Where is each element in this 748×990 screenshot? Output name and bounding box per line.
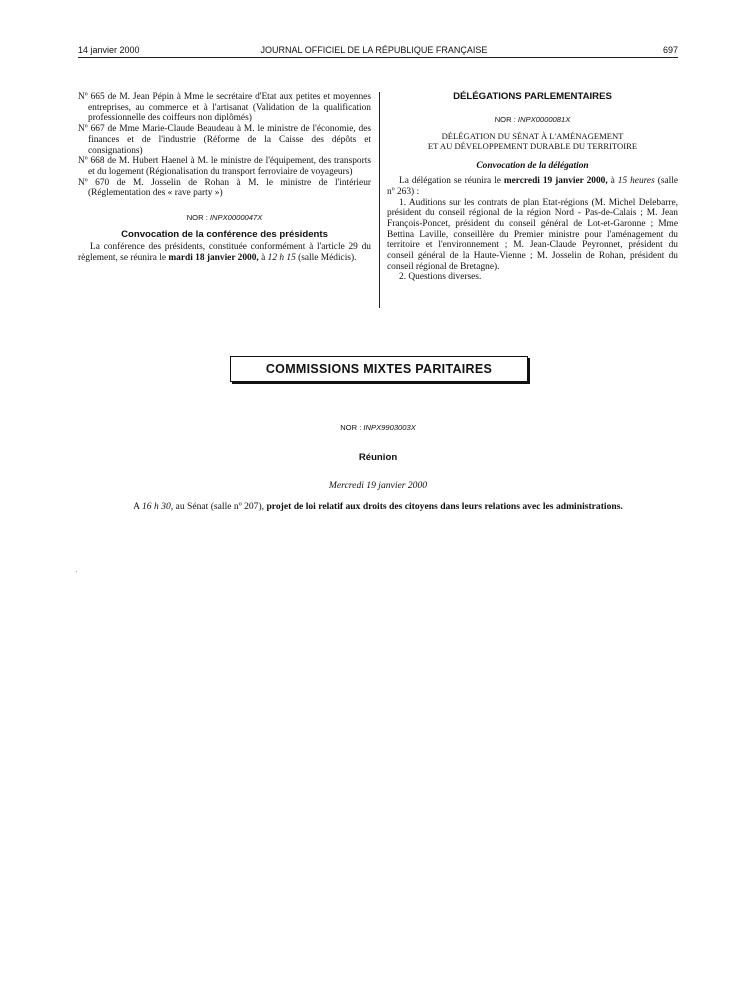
nor-code: INPX9903003X	[363, 423, 416, 432]
journal-title: JOURNAL OFFICIEL DE LA RÉPUBLIQUE FRANÇAISE	[260, 45, 488, 55]
meeting-date: Mercredi 19 janvier 2000	[328, 480, 428, 491]
nor-prefix: NOR :	[494, 114, 518, 124]
convocation-title: Convocation de la délégation	[476, 161, 589, 172]
page-number: 697	[662, 45, 678, 55]
meeting-description	[78, 501, 678, 512]
meeting-date: mercredi 19 janvier 2000,	[503, 176, 608, 187]
right-column	[387, 92, 678, 283]
conference-title: Convocation de la conférence des présidents	[121, 228, 328, 240]
question-item: Nº 670 de M. Josselin de Rohan à M. le ministre de l'intérieur (Réglementation des « rave party »)	[78, 177, 371, 199]
delegation-line: ET AU DÉVELOPPEMENT DURABLE DU TERRITOIRE	[427, 141, 638, 152]
nor-code: INPX0000081X	[517, 114, 571, 124]
meeting-text: (salle nº 263) :	[387, 176, 679, 197]
nor-prefix: NOR :	[340, 423, 364, 432]
conference-text: (salle Médicis).	[295, 253, 357, 264]
conference-text: à	[258, 253, 268, 264]
commissions-box-title: COMMISSIONS MIXTES PARITAIRES	[230, 356, 528, 382]
nor-reference	[387, 115, 678, 126]
delegations-title: DÉLÉGATIONS PARLEMENTAIRES	[453, 91, 612, 102]
nor-code: INPX0000047X	[209, 213, 263, 223]
delegation-line: DÉLÉGATION DU SÉNAT À L'AMÉNAGEMENT	[441, 131, 624, 142]
column-divider	[379, 92, 380, 308]
main-nor-reference	[78, 423, 678, 432]
conference-paragraph	[78, 242, 371, 263]
delegation-name	[387, 131, 678, 151]
meeting-time: 15 heures	[617, 176, 655, 187]
conference-time: 12 h 15	[267, 253, 296, 264]
agenda-item: 1. Auditions sur les contrats de plan Etat-régions (M. Michel Delebarre, président du conseil régional de la région Nord - Pas-de-Calais ; M. Jean François-Poncet, président du conseil général de Lot-et-Garonne ; Mme Bettina Laville, conseillère du Premier ministre pour l'aménagement du territoire et l'environnement ; M. Jean-Claude Peyronnet, président du conseil général de la Haute-Vienne ; M. Josselin de Rohan, président du conseil régional de Bretagne).	[387, 197, 678, 272]
nor-prefix: NOR :	[186, 213, 210, 223]
bill-title: projet de loi relatif aux droits des citoyens dans leurs relations avec les administrations.	[266, 501, 623, 512]
meeting-paragraph	[387, 176, 678, 197]
conference-date: mardi 18 janvier 2000,	[168, 253, 259, 264]
meeting-title: Réunion	[358, 452, 398, 463]
header-date: 14 janvier 2000	[78, 45, 140, 55]
meeting-text: A	[133, 501, 142, 512]
scan-speck	[76, 571, 77, 572]
header-rule	[78, 57, 678, 58]
agenda-item: 2. Questions diverses.	[399, 272, 482, 283]
conference-text: La conférence des présidents, constituée conformément à l'article 29 du règlement, se réunira le	[78, 242, 371, 264]
meeting-text: La délégation se réunira le	[399, 176, 504, 187]
nor-reference	[78, 213, 371, 224]
question-item: Nº 668 de M. Hubert Haenel à M. le ministre de l'équipement, des transports et du logement (Régionalisation du transport ferroviaire de voyageurs)	[78, 156, 371, 177]
meeting-text: à	[607, 176, 618, 187]
question-item: Nº 667 de Mme Marie-Claude Beaudeau à M. le ministre de l'économie, des finances et de l'industrie (Réforme de la Caisse des dépôts et consignations)	[78, 124, 371, 156]
meeting-text: au Sénat (salle nº 207),	[173, 501, 267, 512]
left-column	[78, 92, 371, 264]
meeting-time: 16 h 30,	[141, 501, 174, 512]
question-item: Nº 665 de M. Jean Pépin à Mme le secrétaire d'Etat aux petites et moyennes entreprises, au commerce et à l'artisanat (Validation de la qualification professionnelle des coiffeurs non diplômés)	[78, 92, 371, 124]
